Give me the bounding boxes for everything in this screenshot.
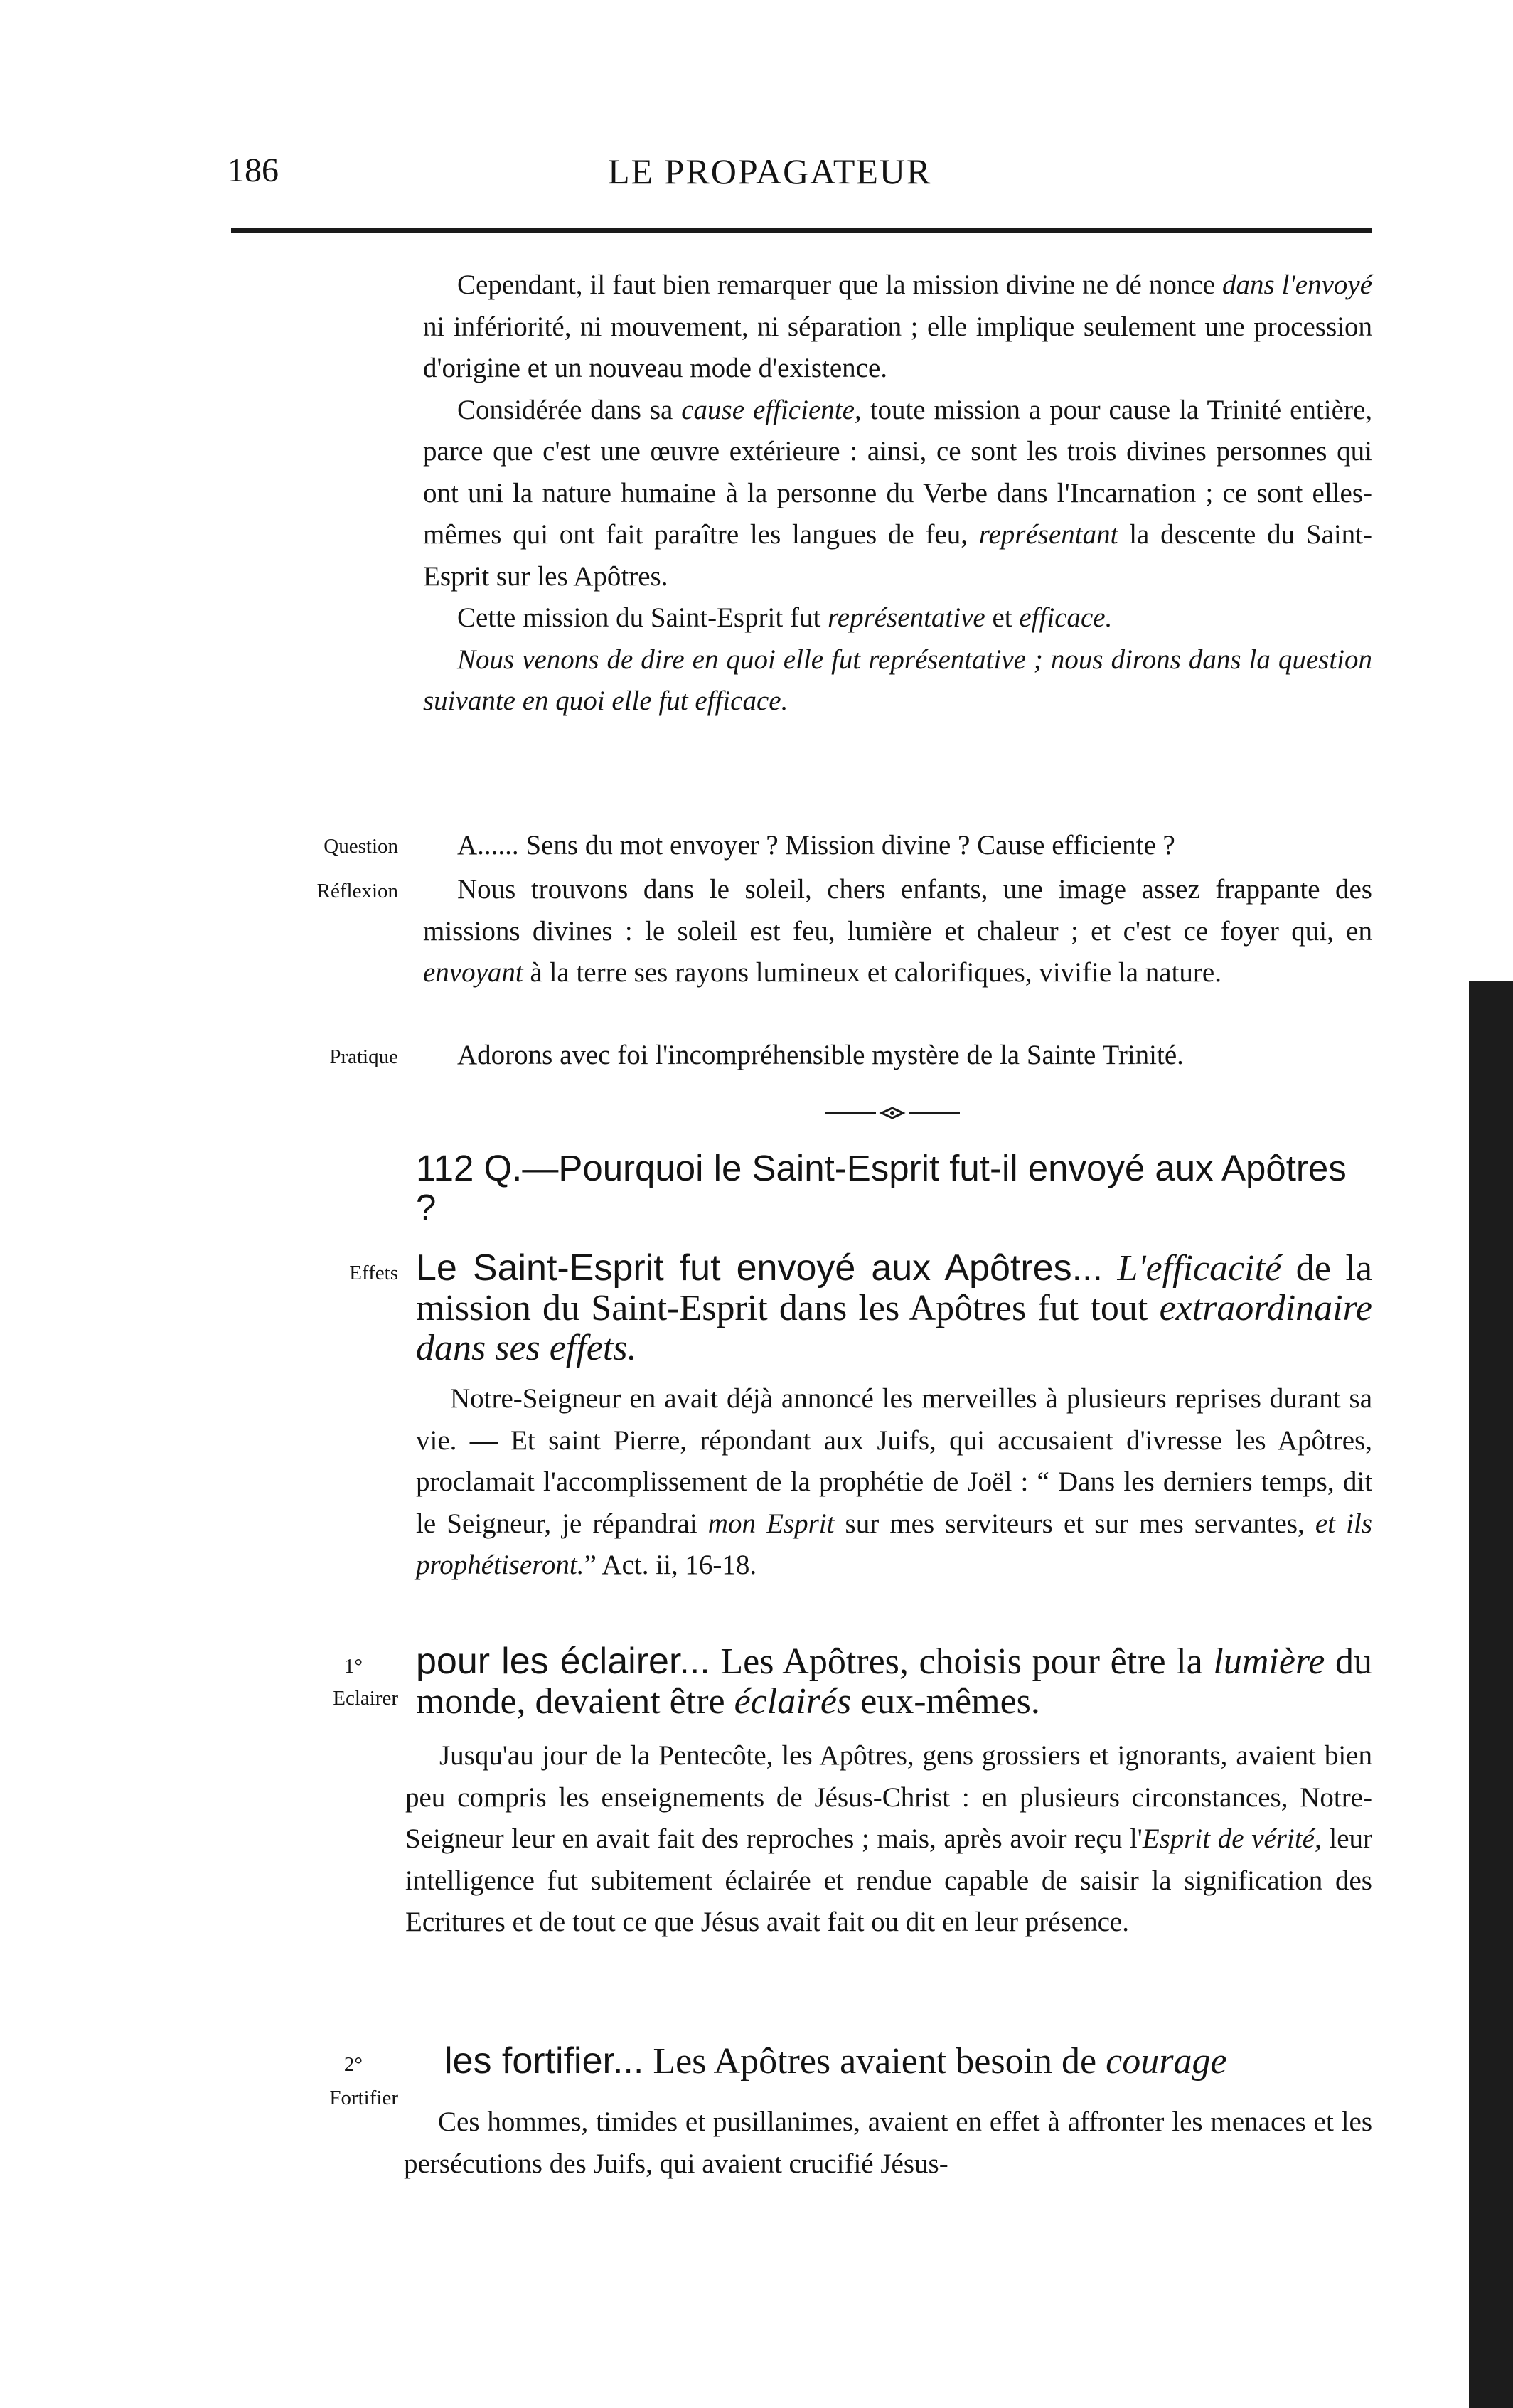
- effets-text: Notre-Seigneur en avait déjà annoncé les merveilles à plusieurs reprises durant sa vie. — Et saint Pierre, répondant aux Juifs, qui accusaient d'ivresse les Apôtres, proclamait l'accomplissement de la prophétie de Joël : “ Dans les derniers temps, dit le Seigneur, je répandrai mon Esprit sur mes serviteurs et sur mes servantes, et ils prophétiseront.” Act. ii, 16-18.: [416, 1383, 1372, 1580]
- scan-edge: [1469, 981, 1513, 2408]
- question-text: A...... Sens du mot envoyer ? Mission divine ? Cause efficiente ?: [457, 830, 1175, 861]
- margin-label-pratique: Pratique: [329, 1045, 398, 1068]
- eclairer-lead: pour les éclairer... Les Apôtres, choisis pour être la lumière du monde, devaient être éclairés eux-mêmes.: [416, 1641, 1373, 1722]
- fortifier-lead: les fortifier... Les Apôtres avaient besoin de courage: [444, 2040, 1227, 2082]
- effets-lead: Le Saint-Esprit fut envoyé aux Apôtres... L'efficacité de la mission du Saint-Esprit dans les Apôtres fut tout extraordinaire dans ses effets.: [416, 1247, 1372, 1368]
- fortifier-text: Ces hommes, timides et pusillanimes, avaient en effet à affronter les menaces et les persécutions des Juifs, qui avaient crucifié Jésus-: [404, 2106, 1372, 2179]
- question-112-heading: 112 Q.—Pourquoi le Saint-Esprit fut-il envoyé aux Apôtres ?: [416, 1148, 1347, 1227]
- margin-label-reflexion: Réflexion: [316, 880, 398, 902]
- intro-paragraph-3: Cette mission du Saint-Esprit fut représentative et efficace.: [457, 602, 1113, 633]
- margin-number-2: 2°: [343, 2053, 363, 2076]
- intro-block: [423, 265, 1372, 723]
- running-title: LE PROPAGATEUR: [608, 151, 932, 191]
- reflexion-text: Nous trouvons dans le soleil, chers enfants, une image assez frappante des missions divines : le soleil est feu, lumière et chaleur ; et c'est ce foyer qui, en envoyant à la terre ses rayons lumineux et calorifiques, vivifie la nature.: [423, 874, 1372, 988]
- eclairer-text: Jusqu'au jour de la Pentecôte, les Apôtres, gens grossiers et ignorants, avaient bien peu compris les enseignements de Jésus-Christ : en plusieurs circonstances, Notre-Seigneur leur en avait fait des reproches ; mais, après avoir reçu l'Esprit de vérité, leur intelligence fut subitement éclairée et rendue capable de saisir la signification des Ecritures et de tout ce que Jésus avait fait ou dit en leur présence.: [405, 1740, 1373, 1937]
- page-number: 186: [228, 151, 279, 189]
- margin-label-fortifier: Fortifier: [329, 2087, 398, 2109]
- intro-paragraph-2: Considérée dans sa cause efficiente, toute mission a pour cause la Trinité entière, parce que c'est une œuvre extérieure : ainsi, ce sont les trois divines personnes qui ont uni la nature humaine à la personne du Verbe dans l'Incarnation ; ce sont elles-mêmes qui ont fait paraître les langues de feu, représentant la descente du Saint-Esprit sur les Apôtres.: [423, 394, 1373, 592]
- intro-paragraph-1: Cependant, il faut bien remarquer que la mission divine ne dé nonce dans l'envoyé ni infériorité, ni mouvement, ni séparation ; elle implique seulement une procession d'origine et un nouveau mode d'existence.: [423, 270, 1373, 383]
- ornament-divider: [825, 1106, 960, 1120]
- margin-label-effets: Effets: [349, 1262, 398, 1284]
- margin-number-1: 1°: [343, 1655, 363, 1678]
- intro-paragraph-4: Nous venons de dire en quoi elle fut représentative ; nous dirons dans la question suivante en quoi elle fut efficace.: [423, 644, 1373, 716]
- pratique-text: Adorons avec foi l'incompréhensible mystère de la Sainte Trinité.: [457, 1040, 1184, 1070]
- header-rule: [231, 228, 1372, 233]
- margin-label-question: Question: [324, 835, 398, 858]
- margin-label-eclairer: Eclairer: [333, 1687, 398, 1710]
